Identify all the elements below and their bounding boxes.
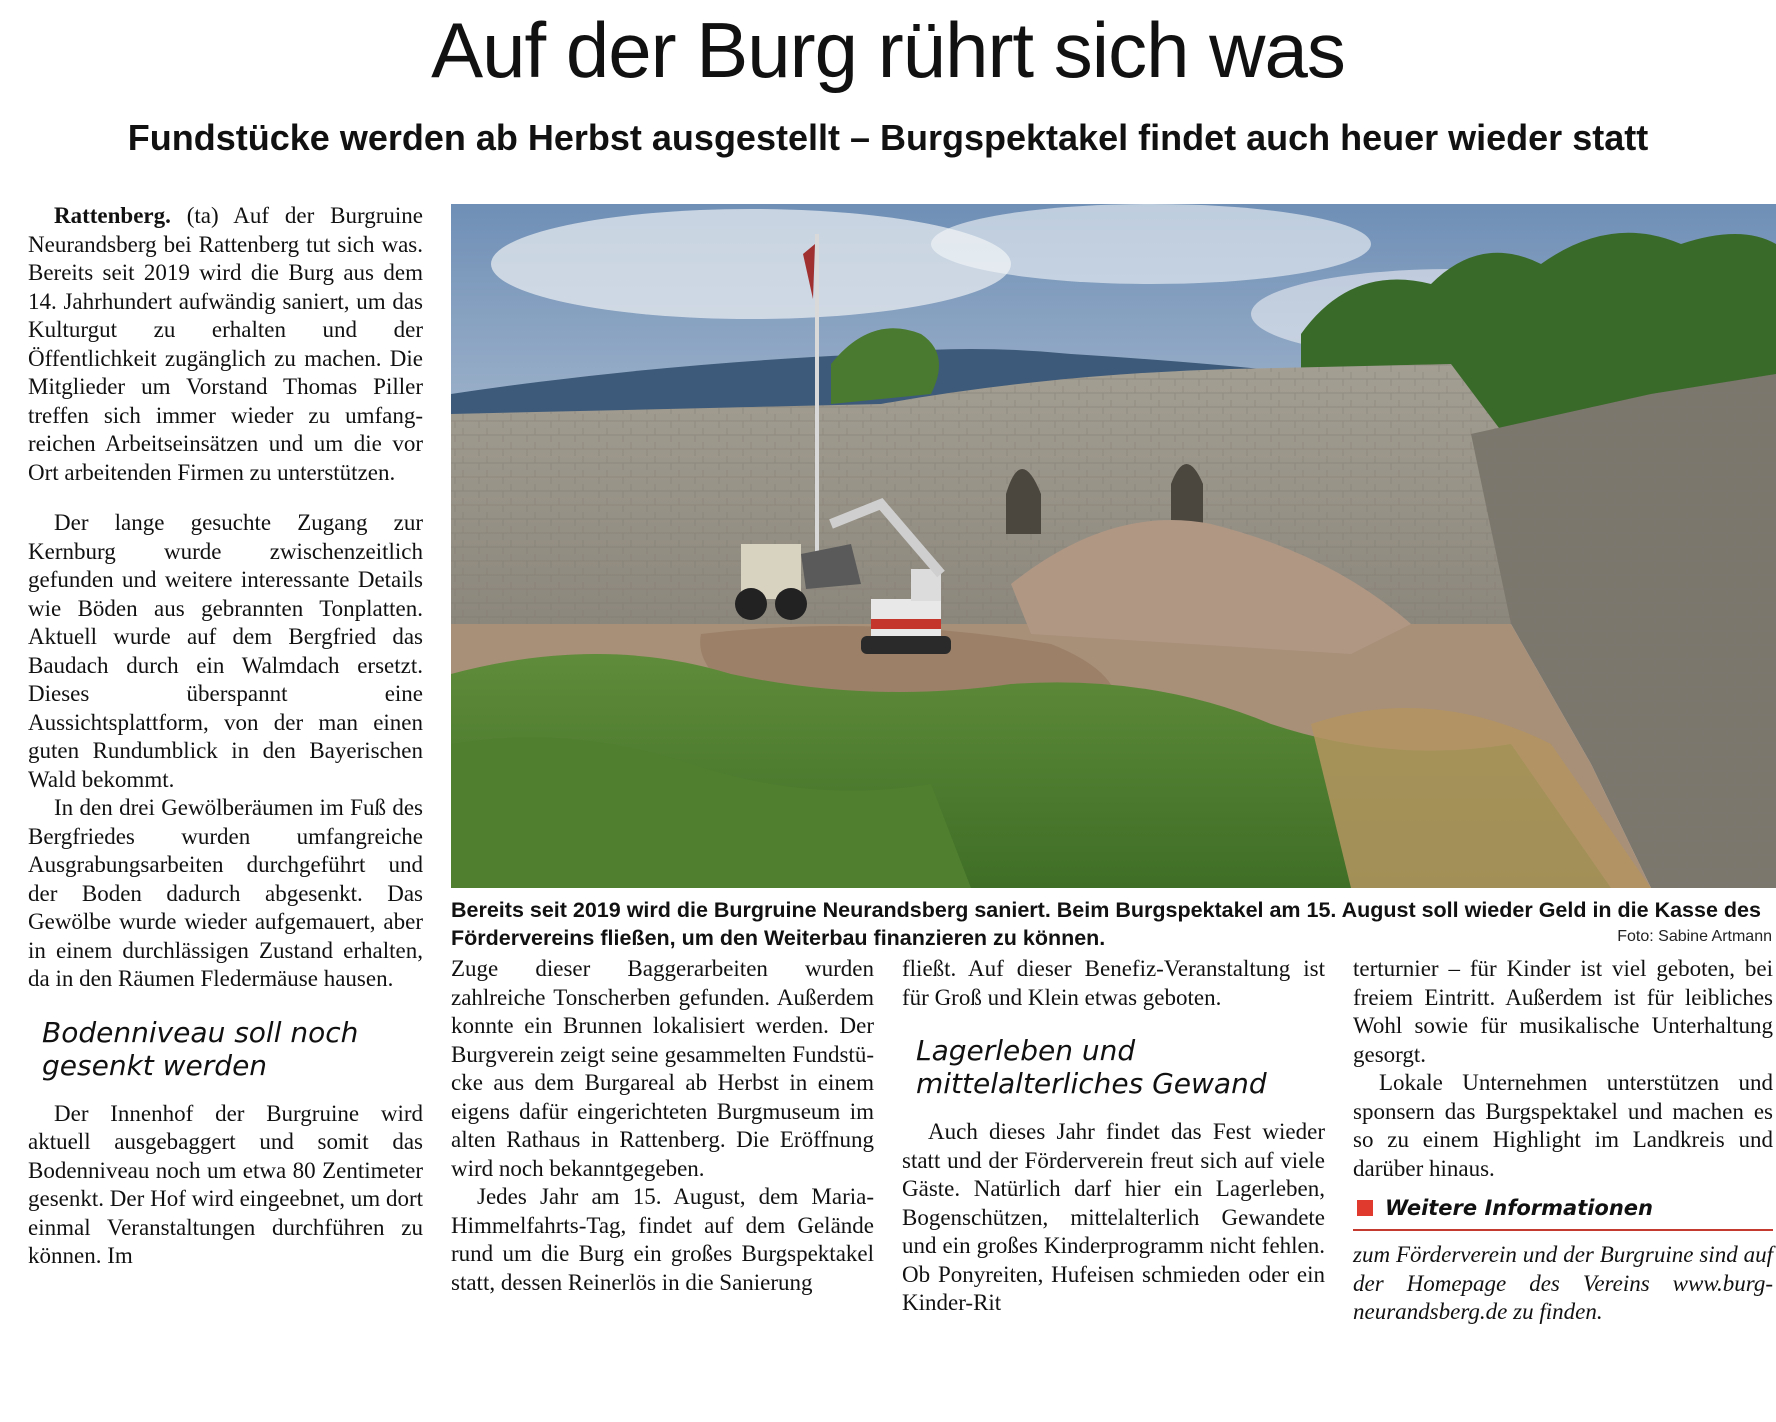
column-1 (28, 202, 423, 1271)
paragraph-6: terturnier – für Kinder ist viel geboten, bei freiem Eintritt. Außerdem ist für leibliches Wohl sowie für musikalische Unterhaltung gesorgt. (1353, 956, 1773, 1067)
column-4 (1353, 955, 1773, 1327)
photo-illustration (451, 204, 1776, 888)
info-box-heading (1353, 1193, 1773, 1231)
paragraph-5: fließt. Auf dieser Benefiz-Veranstaltung ist für Groß und Klein etwas geboten. (902, 956, 1325, 1010)
paragraph-6-part-1: Auch dieses Jahr findet das Fest wieder statt und der Förderverein freut sich auf viele Gäste. Natürlich darf hier ein Lagerleben, Bogenschützen, mittelalterlich Gewandete und ein großes Kinderprogramm nicht fehlen. Ob Ponyreiten, Hufeisen schmieden oder ein Kinder-Rit (902, 1119, 1325, 1315)
dateline: Rattenberg. (54, 203, 171, 228)
paragraph-3: In den drei Gewölberäumen im Fuß des Bergfriedes wurden umfangreiche Ausgrabungsarbeiten durchgeführt und der Boden dadurch abgesenkt. Das Gewölbe wurde wieder aufgemauert, aber in einem durchlässigen Zustand erhalten, da in den Räumen Fledermäuse hausen. (28, 795, 423, 991)
column-3 (902, 955, 1325, 1318)
subheading-lagerleben: Lagerleben und mittelalterliches Gewand (916, 1034, 1267, 1100)
paragraph-7: Lokale Unternehmen unterstützen und sponsern das Burgspektakel und machen es so zu einem Highlight im Landkreis und darüber hinaus. (1353, 1070, 1773, 1181)
photo-caption: Bereits seit 2019 wird die Burgruine Neurandsberg saniert. Beim Burgspektakel am 15. August soll wieder Geld in die Kasse des Fördervereins fließen, um den Weiterbau finanzieren zu können. (451, 898, 1761, 950)
photo-castle-ruin (451, 204, 1776, 888)
red-square-icon (1357, 1200, 1373, 1216)
column-2 (451, 955, 874, 1297)
paragraph-1-text: (ta) Auf der Burgruine Neurandsberg bei Rattenberg tut sich was. Bereits seit 2019 wird die Burg aus dem 14. Jahrhundert aufwändig saniert, um das Kulturgut zu erhalten und der Öffentlichkeit zugänglich zu machen. Die Mitglieder um Vorstand Thomas Piller treffen sich immer wieder zu umfangreichen Arbeitseinsätzen und um die vor Ort arbeitenden Firmen zu unterstützen. (28, 203, 423, 485)
photo-credit: Foto: Sabine Artmann (1617, 928, 1772, 945)
subheading-bodenniveau: Bodenniveau soll noch gesenkt werden (42, 1015, 359, 1082)
subheadline: Fundstücke werden ab Herbst ausgestellt – Burgspektakel findet auch heuer wieder statt (127, 117, 1649, 158)
paragraph-4: Zuge dieser Baggerarbeiten wurden zahlreiche Tonscherben gefunden. Außerdem konnte ein Brunnen lokalisiert werden. Der Burgverein zeigt seine gesammelten Fundstücke aus dem Burgareal ab Herbst in einem eigens dafür eingerichteten Burgmuseum im alten Rathaus in Rattenberg. Die Eröffnung wird noch bekanntgegeben. (451, 956, 874, 1181)
info-heading-text: Weitere Informationen (1385, 1196, 1653, 1220)
info-box-text (1353, 1241, 1773, 1327)
info-text-paragraph: zum Förderverein und der Burgruine sind auf der Homepage des Vereins www.burg-neurandsberg.de zu finden. (1353, 1242, 1773, 1324)
paragraph-4-part-1: Der Innenhof der Burgruine wird aktuell ausgebaggert und somit das Bodenniveau noch um etwa 80 Zentimeter gesenkt. Der Hof wird eingeebnet, um dort einmal Veranstaltungen durchführen zu können. Im (28, 1100, 423, 1268)
paragraph-2: Der lange gesuchte Zugang zur Kernburg wurde zwischenzeitlich gefunden und weitere interessante Details wie Böden aus gebrannten Tonplatten. Aktuell wurde auf dem Bergfried das Baudach durch ein Walmdach ersetzt. Dieses überspannt eine Aussichtsplattform, von der man einen guten Rundumblick in den Bayerischen Wald bekommt. (28, 510, 423, 792)
headline: Auf der Burg rührt sich was (431, 6, 1345, 94)
paragraph-5-part-1: Jedes Jahr am 15. August, dem Maria-Himmelfahrts-Tag, findet auf dem Gelände rund um die Burg ein großes Burgspektakel statt, dessen Reinerlös in die Sanierung (451, 1184, 874, 1295)
paragraph-1 (28, 202, 423, 487)
